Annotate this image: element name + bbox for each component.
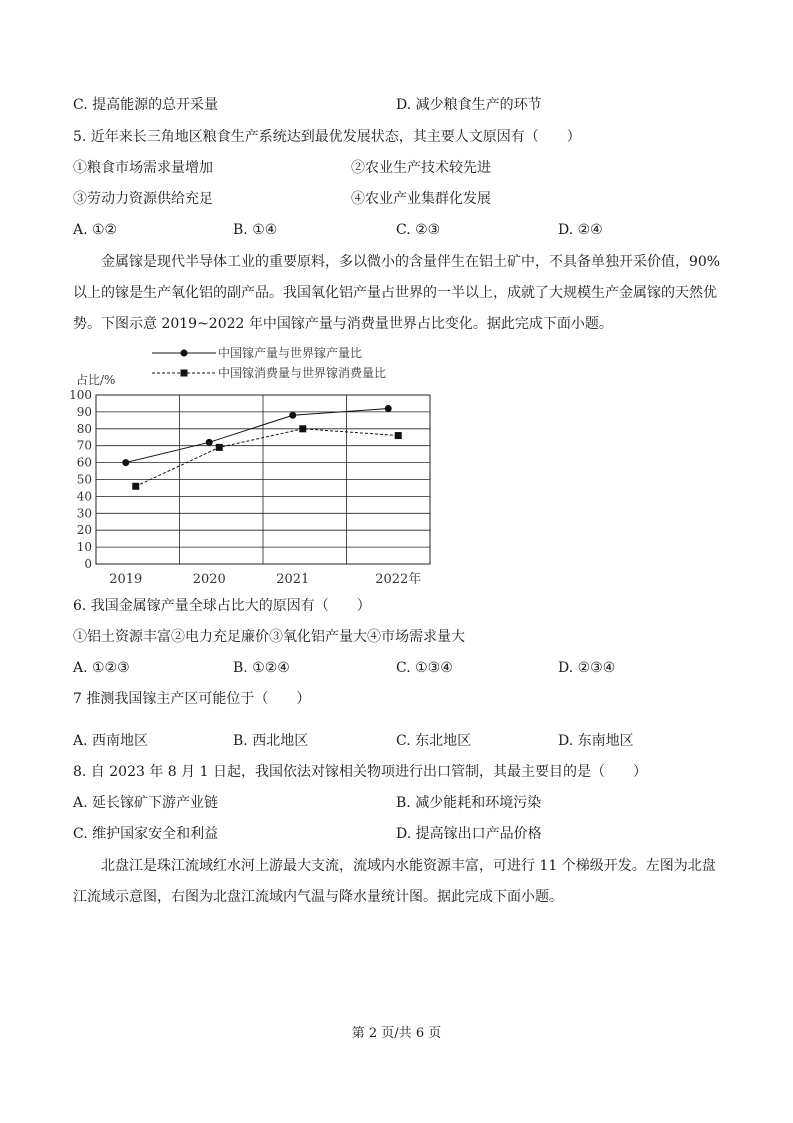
- q7-option-c: C. 东北地区: [396, 733, 472, 749]
- y-axis-label: 占比/%: [76, 373, 116, 387]
- y-tick-label: 80: [76, 421, 92, 436]
- q5-item-1: ①粮食市场需求量增加: [73, 160, 213, 176]
- chart-legend: [152, 345, 386, 380]
- gallium-share-chart: [68, 338, 448, 588]
- legend-marker-circle: [181, 350, 188, 357]
- q7-option-b: B. 西北地区: [233, 733, 309, 749]
- q6-option-d: D. ②③④: [558, 660, 616, 676]
- series-line: [126, 409, 389, 463]
- y-tick-label: 40: [76, 489, 92, 504]
- q5-stem: 5. 近年来长三角地区粮食生产系统达到最优发展状态，其主要人文原因有（ ）: [73, 129, 581, 145]
- q6-stem: 6. 我国金属镓产量全球占比大的原因有（ ）: [73, 598, 371, 614]
- passage-gallium: 金属镓是现代半导体工业的重要原料，多以微小的含量伴生在铝土矿中，不具备单独开采价值，90%以上的镓是生产氧化铝的副产品。我国氧化铝产量占世界的一半以上，成就了大规模生产金属镓的天然优势。下图示意 2019~2022 年中国镓产量与消费量世界占比变化。据此完成下面小题。: [73, 254, 721, 332]
- data-point-square: [299, 425, 306, 432]
- legend-label: 中国镓产量与世界镓产量比: [218, 346, 363, 360]
- page-number: 第 2 页/共 6 页: [351, 1026, 442, 1041]
- x-tick-label: 2020: [192, 572, 226, 587]
- chart-series: [122, 405, 402, 490]
- q8-option-c: C. 维护国家安全和利益: [73, 826, 219, 842]
- y-tick-label: 10: [76, 540, 92, 555]
- y-tick-label: 90: [76, 404, 92, 419]
- q8-stem: 8. 自 2023 年 8 月 1 日起，我国依法对镓相关物项进行出口管制，其最主要目的是（ ）: [73, 764, 647, 780]
- q5-option-d: D. ②④: [558, 222, 603, 238]
- y-tick-label: 50: [76, 472, 92, 487]
- q6-option-b: B. ①②④: [233, 660, 290, 676]
- y-tick-label: 30: [76, 506, 92, 521]
- y-axis-ticks: [69, 388, 92, 571]
- data-point-square: [132, 483, 139, 490]
- x-tick-label: 2022年: [375, 572, 422, 587]
- q7-stem: 7 推测我国镓主产区可能位于（ ）: [73, 691, 311, 707]
- q5-item-3: ③劳动力资源供给充足: [73, 191, 213, 207]
- data-point-square: [216, 444, 223, 451]
- q5-item-4: ④农业产业集群化发展: [351, 191, 491, 207]
- q5-option-c: C. ②③: [396, 222, 441, 238]
- y-tick-label: 70: [76, 438, 92, 453]
- y-tick-label: 0: [84, 557, 92, 571]
- data-point-circle: [122, 459, 129, 466]
- q6-items: ①铝土资源丰富②电力充足廉价③氧化铝产量大④市场需求量大: [73, 629, 465, 645]
- chart-grid: [96, 395, 430, 564]
- q7-option-d: D. 东南地区: [558, 733, 634, 749]
- data-point-circle: [206, 439, 213, 446]
- q5-option-a: A. ①②: [73, 222, 118, 238]
- x-tick-label: 2021: [276, 572, 310, 587]
- q8-option-b: B. 减少能耗和环境污染: [396, 795, 542, 811]
- q5-option-b: B. ①④: [233, 222, 278, 238]
- data-point-circle: [289, 412, 296, 419]
- y-tick-label: 100: [69, 388, 92, 402]
- data-point-square: [395, 432, 402, 439]
- q8-option-d: D. 提高镓出口产品价格: [396, 826, 542, 842]
- q4-option-c: C. 提高能源的总开采量: [73, 97, 219, 113]
- x-axis-ticks: [109, 571, 421, 587]
- data-point-circle: [385, 405, 392, 412]
- q8-option-a: A. 延长镓矿下游产业链: [73, 795, 219, 811]
- legend-label: 中国镓消费量与世界镓消费量比: [218, 366, 387, 380]
- q6-option-a: A. ①②③: [73, 660, 130, 676]
- passage-beipan-river: 北盘江是珠江流域红水河上游最大支流，流域内水能资源丰富，可进行 11 个梯级开发。左图为北盘江流域示意图，右图为北盘江流域内气温与降水量统计图。据此完成下面小题。: [73, 858, 716, 905]
- q5-item-2: ②农业生产技术较先进: [351, 160, 491, 176]
- y-tick-label: 60: [76, 455, 92, 470]
- series-line: [136, 429, 399, 486]
- x-tick-label: 2019: [109, 572, 143, 587]
- q4-option-d: D. 减少粮食生产的环节: [396, 97, 542, 113]
- y-tick-label: 20: [76, 523, 92, 538]
- q6-option-c: C. ①③④: [396, 660, 453, 676]
- legend-marker-square: [181, 370, 188, 377]
- q7-option-a: A. 西南地区: [73, 733, 149, 749]
